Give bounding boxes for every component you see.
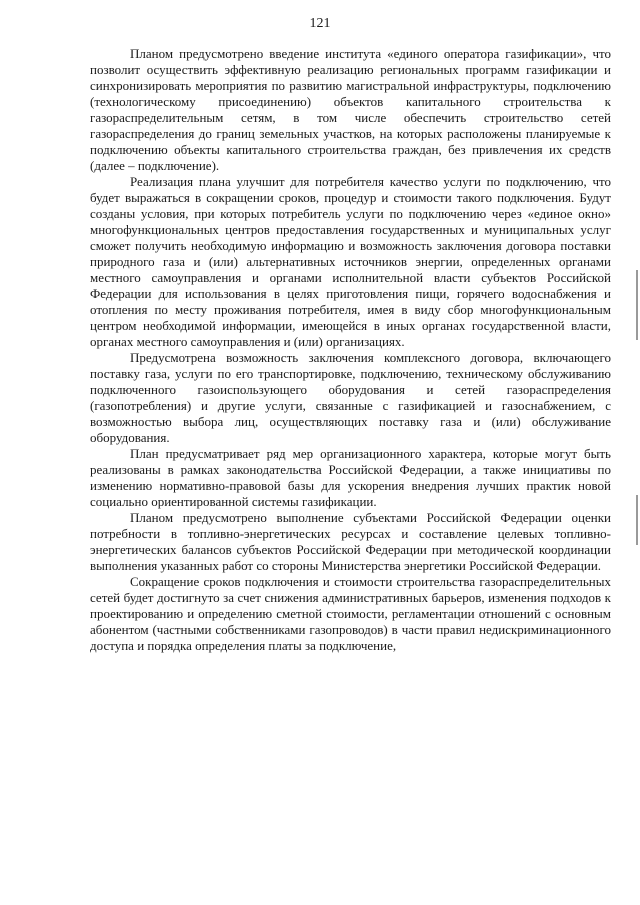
paragraph-4: План предусматривает ряд мер организационного характера, которые могут быть реализованы в рамках законодательства Российской Федерации, а также инициативы по изменению нормативно-правовой базы для ускорения внедрения лучших практик новой социально ориентированной системы газификации. (90, 446, 611, 509)
paragraph-1: Планом предусмотрено введение института «единого оператора газификации», что позволит осуществить эффективную реализацию региональных программ газификации и синхронизировать мероприятия по развитию магистральной инфраструктуры, подключению (технологическому присоединению) объектов капитального строительства к газораспределительным сетям, в том числе обеспечить строительство сетей газораспределения до границ земельных участков, на которых расположены планируемые к подключению объекты капитального строительства граждан, без привлечения их средств (далее – подключение). (90, 46, 611, 173)
scan-edge-mark (636, 270, 638, 340)
paragraph-3: Предусмотрена возможность заключения комплексного договора, включающего поставку газа, услуги по его транспортировке, подключению, техническому обслуживанию подключенного газоиспользующего оборудования и сетей газораспределения (газопотребления) и другие услуги, связанные с газификацией и газоснабжением, с возможностью выбора лиц, осуществляющих поставку газа и (или) обслуживание оборудования. (90, 350, 611, 445)
page-number: 121 (309, 16, 331, 31)
scan-edge-mark (636, 495, 638, 545)
paragraph-6: Сокращение сроков подключения и стоимости строительства газораспределительных сетей будет достигнуто за счет снижения административных барьеров, изменения подходов к проектированию и определению сметной стоимости, регламентации отношений с основным абонентом (частными собственниками газопроводов) в части правил недискриминационного доступа и порядка определения платы за подключение, (90, 574, 611, 653)
body-text (90, 46, 611, 654)
paragraph-5: Планом предусмотрено выполнение субъектами Российской Федерации оценки потребности в топливно-энергетических ресурсах и составление целевых топливно-энергетических балансов субъектов Российской Федерации при методической координации выполнения указанных работ со стороны Министерства энергетики Российской Федерации. (90, 510, 611, 573)
paragraph-2: Реализация плана улучшит для потребителя качество услуги по подключению, что будет выражаться в сокращении сроков, процедур и стоимости такого подключения. Будут созданы условия, при которых потребитель услуги по подключению через «единое окно» многофункциональных центров предоставления государственных и муниципальных услуг сможет получить необходимую информацию и возможность заключения договора поставки природного газа и (или) альтернативных источников энергии, определенных органами местного самоуправления и органами исполнительной власти субъектов Российской Федерации для использования в целях приготовления пищи, горячего водоснабжения и отопления по месту проживания потребителя, имея в виду сбор многофункциональным центром необходимой информации, имеющейся в иных органах государственной власти, органах местного самоуправления и (или) организациях. (90, 174, 611, 349)
